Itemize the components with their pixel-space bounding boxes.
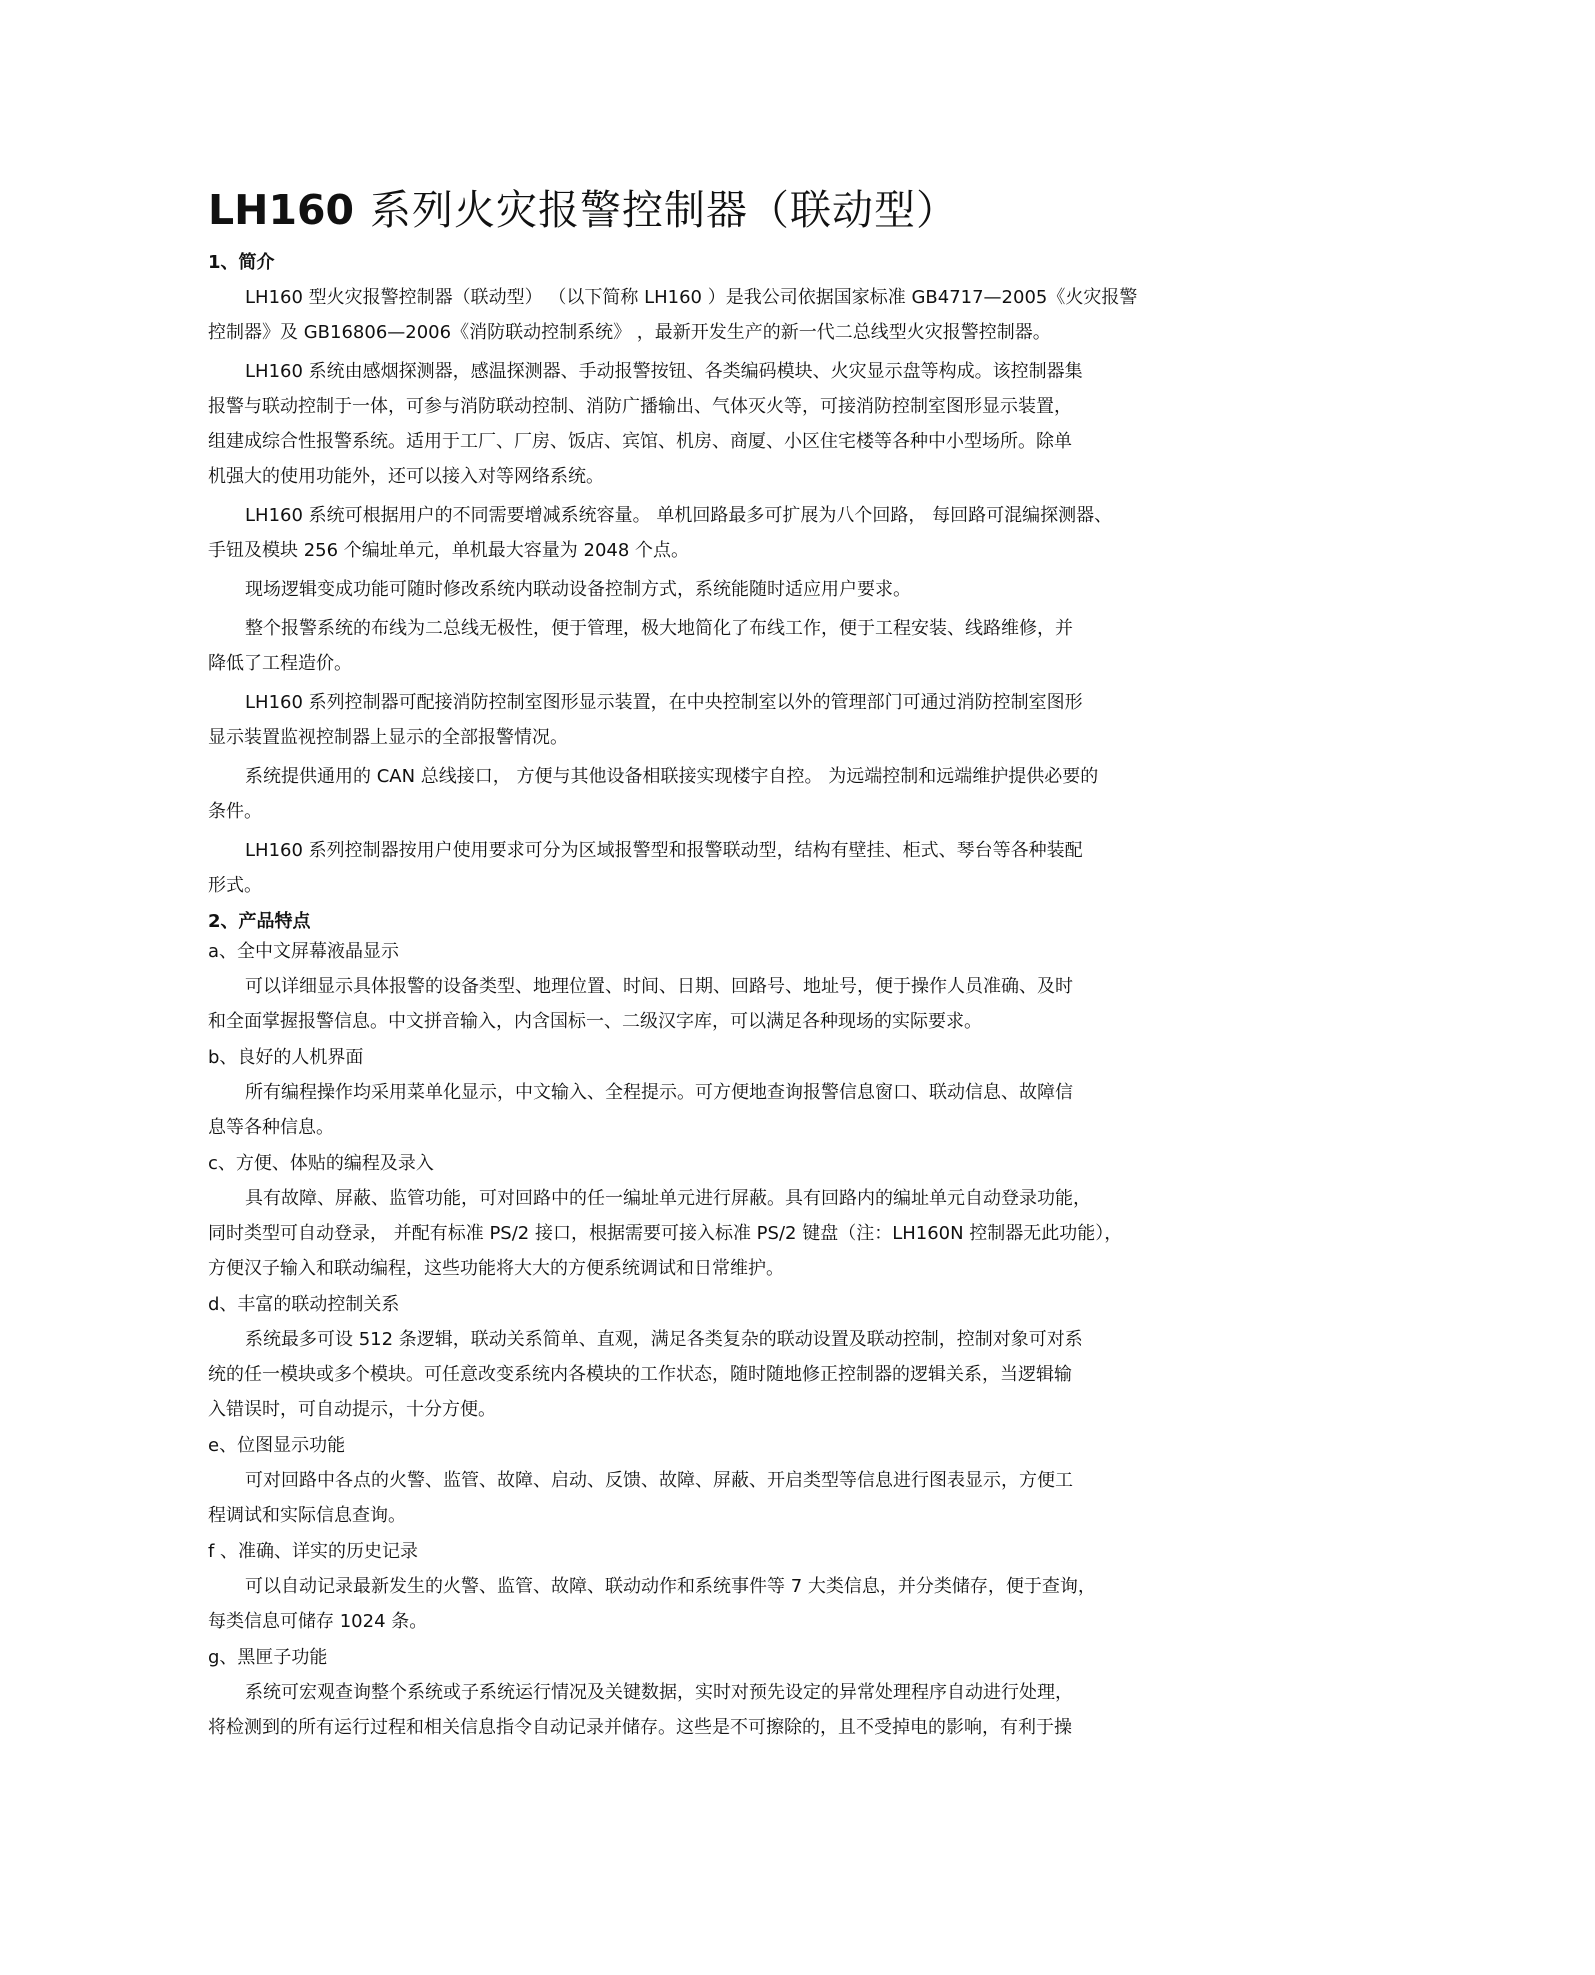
intro-paragraph-2 (208, 354, 1398, 494)
feature-paragraph-c (208, 1181, 1398, 1286)
text-line: LH160 系列控制器按用户使用要求可分为区域报警型和报警联动型，结构有壁挂、柜式、琴台等各种装配 (245, 840, 1083, 861)
text-line: 控制器》及 GB16806—2006《消防联动控制系统》 ，最新开发生产的新一代二总线型火灾报警控制器。 (208, 322, 1051, 343)
text-line: 入错误时，可自动提示，十分方便。 (208, 1399, 496, 1420)
feature-heading-d: d、丰富的联动控制关系 (208, 1294, 400, 1315)
text-line: 将检测到的所有运行过程和相关信息指令自动记录并储存。这些是不可擦除的，且不受掉电的影响，有利于操 (208, 1717, 1072, 1738)
text-line: 息等各种信息。 (208, 1117, 334, 1138)
text-line: 可对回路中各点的火警、监管、故障、启动、反馈、故障、屏蔽、开启类型等信息进行图表显示，方便工 (245, 1470, 1073, 1491)
text-line: 形式。 (208, 875, 262, 896)
text-line: 报警与联动控制于一体，可参与消防联动控制、消防广播输出、气体灭火等，可接消防控制室图形显示装置， (208, 396, 1072, 417)
feature-heading-g: g、黑匣子功能 (208, 1647, 328, 1668)
feature-heading-f: f 、准确、详实的历史记录 (208, 1541, 419, 1562)
text-line: LH160 系列控制器可配接消防控制室图形显示装置，在中央控制室以外的管理部门可通过消防控制室图形 (245, 692, 1083, 713)
text-line: 系统最多可设 512 条逻辑，联动关系简单、直观，满足各类复杂的联动设置及联动控制，控制对象可对系 (245, 1329, 1083, 1350)
intro-paragraph-6 (208, 685, 1398, 755)
text-line: 方便汉子输入和联动编程，这些功能将大大的方便系统调试和日常维护。 (208, 1258, 784, 1279)
text-line: 机强大的使用功能外，还可以接入对等网络系统。 (208, 466, 604, 487)
feature-heading-a: a、全中文屏幕液晶显示 (208, 941, 400, 962)
text-line: LH160 型火灾报警控制器（联动型） （以下简称 LH160 ）是我公司依据国家标准 GB4717—2005《火灾报警 (245, 287, 1138, 308)
title-text: 系列火灾报警控制器（联动型） (370, 186, 959, 234)
text-line: 整个报警系统的布线为二总线无极性，便于管理，极大地简化了布线工作，便于工程安装、线路维修，并 (245, 618, 1073, 639)
text-line: 可以详细显示具体报警的设备类型、地理位置、时间、日期、回路号、地址号，便于操作人员准确、及时 (245, 976, 1073, 997)
feature-heading-e: e、位图显示功能 (208, 1435, 346, 1456)
feature-heading-c: c、方便、体贴的编程及录入 (208, 1153, 434, 1174)
page-title (208, 182, 1398, 238)
text-line: 具有故障、屏蔽、监管功能，可对回路中的任一编址单元进行屏蔽。具有回路内的编址单元自动登录功能， (245, 1188, 1091, 1209)
feature-heading-b: b、良好的人机界面 (208, 1047, 364, 1068)
text-line: 现场逻辑变成功能可随时修改系统内联动设备控制方式，系统能随时适应用户要求。 (245, 579, 911, 600)
text-line: 系统提供通用的 CAN 总线接口， 方便与其他设备相联接实现楼宇自控。 为远端控制和远端维护提供必要的 (245, 766, 1099, 787)
intro-paragraph-8 (208, 833, 1398, 903)
section-heading-features: 2、产品特点 (208, 911, 311, 932)
intro-paragraph-7 (208, 759, 1398, 829)
text-line: 同时类型可自动登录， 并配有标准 PS/2 接口，根据需要可接入标准 PS/2 键盘（注：LH160N 控制器无此功能）， (208, 1223, 1123, 1244)
feature-paragraph-e (208, 1463, 1398, 1533)
text-line: 组建成综合性报警系统。适用于工厂、厂房、饭店、宾馆、机房、商厦、小区住宅楼等各种中小型场所。除单 (208, 431, 1072, 452)
text-line: 和全面掌握报警信息。中文拼音输入，内含国标一、二级汉字库，可以满足各种现场的实际要求。 (208, 1011, 982, 1032)
text-line: 降低了工程造价。 (208, 653, 352, 674)
feature-paragraph-d (208, 1322, 1398, 1427)
intro-paragraph-5 (208, 611, 1398, 681)
feature-paragraph-a (208, 969, 1398, 1039)
intro-paragraph-3 (208, 498, 1398, 568)
text-line: 所有编程操作均采用菜单化显示，中文输入、全程提示。可方便地查询报警信息窗口、联动信息、故障信 (245, 1082, 1073, 1103)
text-line: 可以自动记录最新发生的火警、监管、故障、联动动作和系统事件等 7 大类信息，并分类储存，便于查询， (245, 1576, 1096, 1597)
text-line: 每类信息可储存 1024 条。 (208, 1611, 428, 1632)
text-line: LH160 系统由感烟探测器，感温探测器、手动报警按钮、各类编码模块、火灾显示盘等构成。该控制器集 (245, 361, 1083, 382)
intro-paragraph-1 (208, 280, 1398, 350)
text-line: 系统可宏观查询整个系统或子系统运行情况及关键数据，实时对预先设定的异常处理程序自动进行处理， (245, 1682, 1073, 1703)
text-line: 条件。 (208, 801, 262, 822)
text-line: 手钮及模块 256 个编址单元，单机最大容量为 2048 个点。 (208, 540, 690, 561)
feature-paragraph-g (208, 1675, 1398, 1745)
title-model: LH160 (208, 186, 355, 234)
text-line: 统的任一模块或多个模块。可任意改变系统内各模块的工作状态，随时随地修正控制器的逻辑关系，当逻辑输 (208, 1364, 1072, 1385)
text-line: 显示装置监视控制器上显示的全部报警情况。 (208, 727, 568, 748)
document-page (208, 182, 1398, 1749)
text-line: 程调试和实际信息查询。 (208, 1505, 406, 1526)
section-heading-intro: 1、简介 (208, 252, 275, 273)
feature-paragraph-f (208, 1569, 1398, 1639)
intro-paragraph-4 (208, 572, 1398, 607)
text-line: LH160 系统可根据用户的不同需要增减系统容量。 单机回路最多可扩展为八个回路， 每回路可混编探测器、 (245, 505, 1113, 526)
feature-paragraph-b (208, 1075, 1398, 1145)
